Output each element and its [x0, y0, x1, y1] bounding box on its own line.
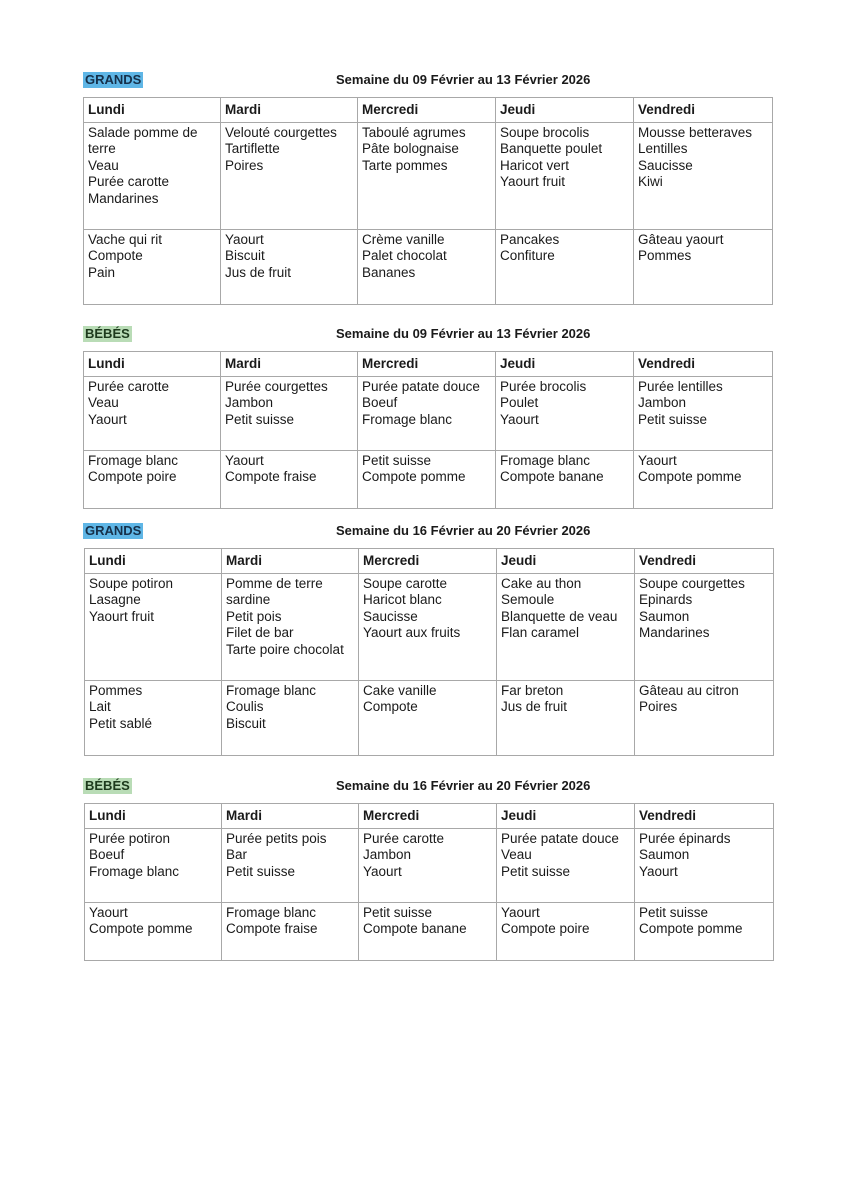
dish-item: Fromage blanc	[89, 863, 180, 879]
dish-item: Yaourt	[225, 453, 264, 468]
dish-item: Salade pomme de	[88, 125, 198, 140]
snack-cell	[358, 451, 496, 509]
snack-cell	[634, 451, 773, 509]
dish-item: Vache qui rit	[88, 232, 163, 247]
dish-item: Lentilles	[638, 141, 688, 157]
dish-item: Fromage blanc	[500, 453, 591, 468]
dish-item: Tartiflette	[225, 141, 280, 157]
day-header-row	[84, 98, 773, 123]
dish-item: Yaourt fruit	[500, 174, 566, 190]
dish-item: Purée patate douce	[501, 831, 619, 846]
dish-item: Soupe courgettes	[639, 576, 745, 591]
day-header: Mardi	[221, 352, 358, 377]
snack-cell	[497, 681, 635, 756]
dish-item: Far breton	[501, 683, 564, 698]
dish-item: Petit suisse	[639, 905, 709, 920]
dish-item: Petit pois	[226, 608, 282, 624]
dish-item: Purée lentilles	[638, 379, 723, 394]
dish-item: Yaourt aux fruits	[363, 625, 461, 641]
snack-cell	[496, 230, 634, 305]
dish-item: Purée courgettes	[225, 379, 328, 394]
day-header: Jeudi	[496, 98, 634, 123]
dish-item: Poires	[639, 699, 678, 715]
day-header: Lundi	[85, 549, 222, 574]
dish-item: Saucisse	[363, 608, 418, 624]
dish-item: Tarte poire chocolat	[226, 641, 344, 657]
day-header-row	[85, 549, 774, 574]
dish-item: Soupe brocolis	[500, 125, 590, 140]
dish-item: Pâte bolognaise	[362, 141, 459, 157]
dish-item: Kiwi	[638, 174, 663, 190]
snack-cell	[85, 903, 222, 961]
dish-item: terre	[88, 141, 116, 157]
dish-item: Compote pomme	[89, 921, 193, 937]
dish-item: Petit suisse	[501, 863, 571, 879]
day-header: Mercredi	[359, 549, 497, 574]
dish-item: Yaourt	[501, 905, 540, 920]
lunch-cell	[634, 377, 773, 451]
dish-item: Petit suisse	[363, 905, 433, 920]
lunch-cell	[221, 377, 358, 451]
dish-item: Petit suisse	[225, 411, 295, 427]
dish-item: Biscuit	[226, 715, 266, 731]
dish-item: Yaourt	[225, 232, 264, 247]
bebes-group-tag: BÉBÉS	[85, 326, 130, 341]
day-header: Jeudi	[497, 549, 635, 574]
dish-item: Filet de bar	[226, 625, 294, 641]
day-header: Mardi	[222, 804, 359, 829]
dish-item: Jus de fruit	[225, 264, 292, 280]
dish-item: Fromage blanc	[88, 453, 179, 468]
day-header-row	[85, 804, 774, 829]
dish-item: Saumon	[639, 608, 690, 624]
dish-item: Boeuf	[362, 395, 398, 411]
dish-item: Soupe carotte	[363, 576, 448, 591]
lunch-cell	[497, 574, 635, 681]
dish-item: Saucisse	[638, 157, 693, 173]
lunch-cell	[496, 123, 634, 230]
day-header: Mardi	[222, 549, 359, 574]
snack-row	[85, 681, 774, 756]
day-header: Vendredi	[635, 549, 774, 574]
dish-item: Biscuit	[225, 248, 265, 264]
dish-item: Velouté courgettes	[225, 125, 337, 140]
grands-group-tag: GRANDS	[85, 523, 142, 538]
dish-item: Yaourt	[638, 453, 677, 468]
lunch-cell	[634, 123, 773, 230]
lunch-cell	[84, 123, 221, 230]
snack-cell	[496, 451, 634, 509]
dish-item: Petit suisse	[362, 453, 432, 468]
snack-cell	[359, 681, 497, 756]
dish-item: sardine	[226, 592, 271, 608]
dish-item: Banquette poulet	[500, 141, 603, 157]
snack-cell	[222, 681, 359, 756]
bebes-group-tag: BÉBÉS	[85, 778, 130, 793]
dish-item: Yaourt fruit	[89, 608, 155, 624]
snack-cell	[497, 903, 635, 961]
snack-cell	[358, 230, 496, 305]
dish-item: Purée petits pois	[226, 831, 327, 846]
lunch-cell	[222, 829, 359, 903]
snack-cell	[222, 903, 359, 961]
dish-item: Gâteau yaourt	[638, 232, 724, 247]
snack-cell	[635, 903, 774, 961]
lunch-row	[85, 829, 774, 903]
day-header: Vendredi	[634, 98, 773, 123]
dish-item: Yaourt	[500, 411, 539, 427]
day-header: Lundi	[84, 98, 221, 123]
dish-item: Purée épinards	[639, 831, 731, 846]
dish-item: Purée brocolis	[500, 379, 587, 394]
week-title: Semaine du 16 Février au 20 Février 2026	[336, 778, 591, 793]
dish-item: Compote	[363, 699, 418, 715]
dish-item: Poires	[225, 157, 264, 173]
dish-item: Bananes	[362, 264, 416, 280]
dish-item: Pomme de terre	[226, 576, 323, 591]
dish-item: Veau	[501, 847, 532, 863]
snack-row	[85, 903, 774, 961]
dish-item: Confiture	[500, 248, 555, 264]
dish-item: Jambon	[638, 395, 687, 411]
dish-item: Boeuf	[89, 847, 125, 863]
dish-item: Compote	[88, 248, 143, 264]
dish-item: Purée carotte	[88, 174, 170, 190]
snack-cell	[635, 681, 774, 756]
dish-item: Haricot blanc	[363, 592, 442, 608]
lunch-row	[84, 123, 773, 230]
dish-item: Cake vanille	[363, 683, 437, 698]
dish-item: Mousse betteraves	[638, 125, 753, 140]
dish-item: Compote poire	[501, 921, 590, 937]
dish-item: Saumon	[639, 847, 690, 863]
dish-item: Yaourt	[639, 863, 678, 879]
day-header: Jeudi	[497, 804, 635, 829]
dish-item: Coulis	[226, 699, 264, 715]
dish-item: Petit sablé	[89, 715, 153, 731]
dish-item: Pancakes	[500, 232, 560, 247]
lunch-cell	[358, 377, 496, 451]
lunch-cell	[358, 123, 496, 230]
snack-cell	[634, 230, 773, 305]
day-header: Lundi	[84, 352, 221, 377]
dish-item: Veau	[88, 157, 119, 173]
dish-item: Fromage blanc	[226, 905, 317, 920]
day-header: Mercredi	[359, 804, 497, 829]
dish-item: Haricot vert	[500, 157, 570, 173]
dish-item: Gâteau au citron	[639, 683, 739, 698]
lunch-row	[84, 377, 773, 451]
dish-item: Lasagne	[89, 592, 141, 608]
menu-table	[83, 97, 773, 305]
dish-item: Purée patate douce	[362, 379, 480, 394]
menu-table	[84, 548, 774, 756]
grands-group-tag: GRANDS	[85, 72, 142, 87]
dish-item: Compote banane	[500, 469, 604, 485]
dish-item: Pommes	[89, 683, 143, 698]
dish-item: Yaourt	[363, 863, 402, 879]
week-title: Semaine du 16 Février au 20 Février 2026	[336, 523, 591, 538]
day-header: Vendredi	[635, 804, 774, 829]
snack-cell	[359, 903, 497, 961]
snack-cell	[221, 451, 358, 509]
dish-item: Semoule	[501, 592, 555, 608]
snack-cell	[84, 230, 221, 305]
dish-item: Purée carotte	[88, 379, 170, 394]
day-header: Mardi	[221, 98, 358, 123]
dish-item: Yaourt	[88, 411, 127, 427]
dish-item: Cake au thon	[501, 576, 582, 591]
menu-table	[84, 803, 774, 961]
lunch-cell	[635, 574, 774, 681]
dish-item: Pain	[88, 264, 116, 280]
dish-item: Purée carotte	[363, 831, 445, 846]
dish-item: Soupe potiron	[89, 576, 174, 591]
dish-item: Compote pomme	[362, 469, 466, 485]
lunch-cell	[496, 377, 634, 451]
snack-row	[84, 451, 773, 509]
dish-item: Pommes	[638, 248, 692, 264]
lunch-row	[85, 574, 774, 681]
dish-item: Compote banane	[363, 921, 467, 937]
day-header: Vendredi	[634, 352, 773, 377]
dish-item: Blanquette de veau	[501, 608, 618, 624]
snack-row	[84, 230, 773, 305]
dish-item: Compote poire	[88, 469, 177, 485]
day-header: Lundi	[85, 804, 222, 829]
dish-item: Poulet	[500, 395, 539, 411]
snack-cell	[85, 681, 222, 756]
dish-item: Petit suisse	[226, 863, 296, 879]
week-title: Semaine du 09 Février au 13 Février 2026	[336, 326, 591, 341]
dish-item: Bar	[226, 847, 248, 863]
lunch-cell	[85, 829, 222, 903]
dish-item: Tarte pommes	[362, 157, 448, 173]
snack-cell	[84, 451, 221, 509]
lunch-cell	[359, 829, 497, 903]
lunch-cell	[85, 574, 222, 681]
dish-item: Petit suisse	[638, 411, 708, 427]
lunch-cell	[497, 829, 635, 903]
dish-item: Fromage blanc	[226, 683, 317, 698]
dish-item: Yaourt	[89, 905, 128, 920]
dish-item: Taboulé agrumes	[362, 125, 466, 140]
dish-item: Compote pomme	[639, 921, 743, 937]
dish-item: Jambon	[363, 847, 412, 863]
dish-item: Flan caramel	[501, 625, 580, 641]
dish-item: Crème vanille	[362, 232, 445, 247]
dish-item: Mandarines	[639, 625, 710, 641]
snack-cell	[221, 230, 358, 305]
dish-item: Compote fraise	[225, 469, 317, 485]
lunch-cell	[221, 123, 358, 230]
dish-item: Veau	[88, 395, 119, 411]
dish-item: Lait	[89, 699, 111, 715]
dish-item: Compote fraise	[226, 921, 318, 937]
lunch-cell	[635, 829, 774, 903]
day-header: Mercredi	[358, 98, 496, 123]
dish-item: Jambon	[225, 395, 274, 411]
dish-item: Fromage blanc	[362, 411, 453, 427]
week-title: Semaine du 09 Février au 13 Février 2026	[336, 72, 591, 87]
day-header: Mercredi	[358, 352, 496, 377]
day-header-row	[84, 352, 773, 377]
lunch-cell	[84, 377, 221, 451]
day-header: Jeudi	[496, 352, 634, 377]
menu-table	[83, 351, 773, 509]
lunch-cell	[359, 574, 497, 681]
dish-item: Mandarines	[88, 190, 159, 206]
dish-item: Purée potiron	[89, 831, 171, 846]
lunch-cell	[222, 574, 359, 681]
dish-item: Palet chocolat	[362, 248, 447, 264]
dish-item: Jus de fruit	[501, 699, 568, 715]
dish-item: Compote pomme	[638, 469, 742, 485]
dish-item: Epinards	[639, 592, 693, 608]
